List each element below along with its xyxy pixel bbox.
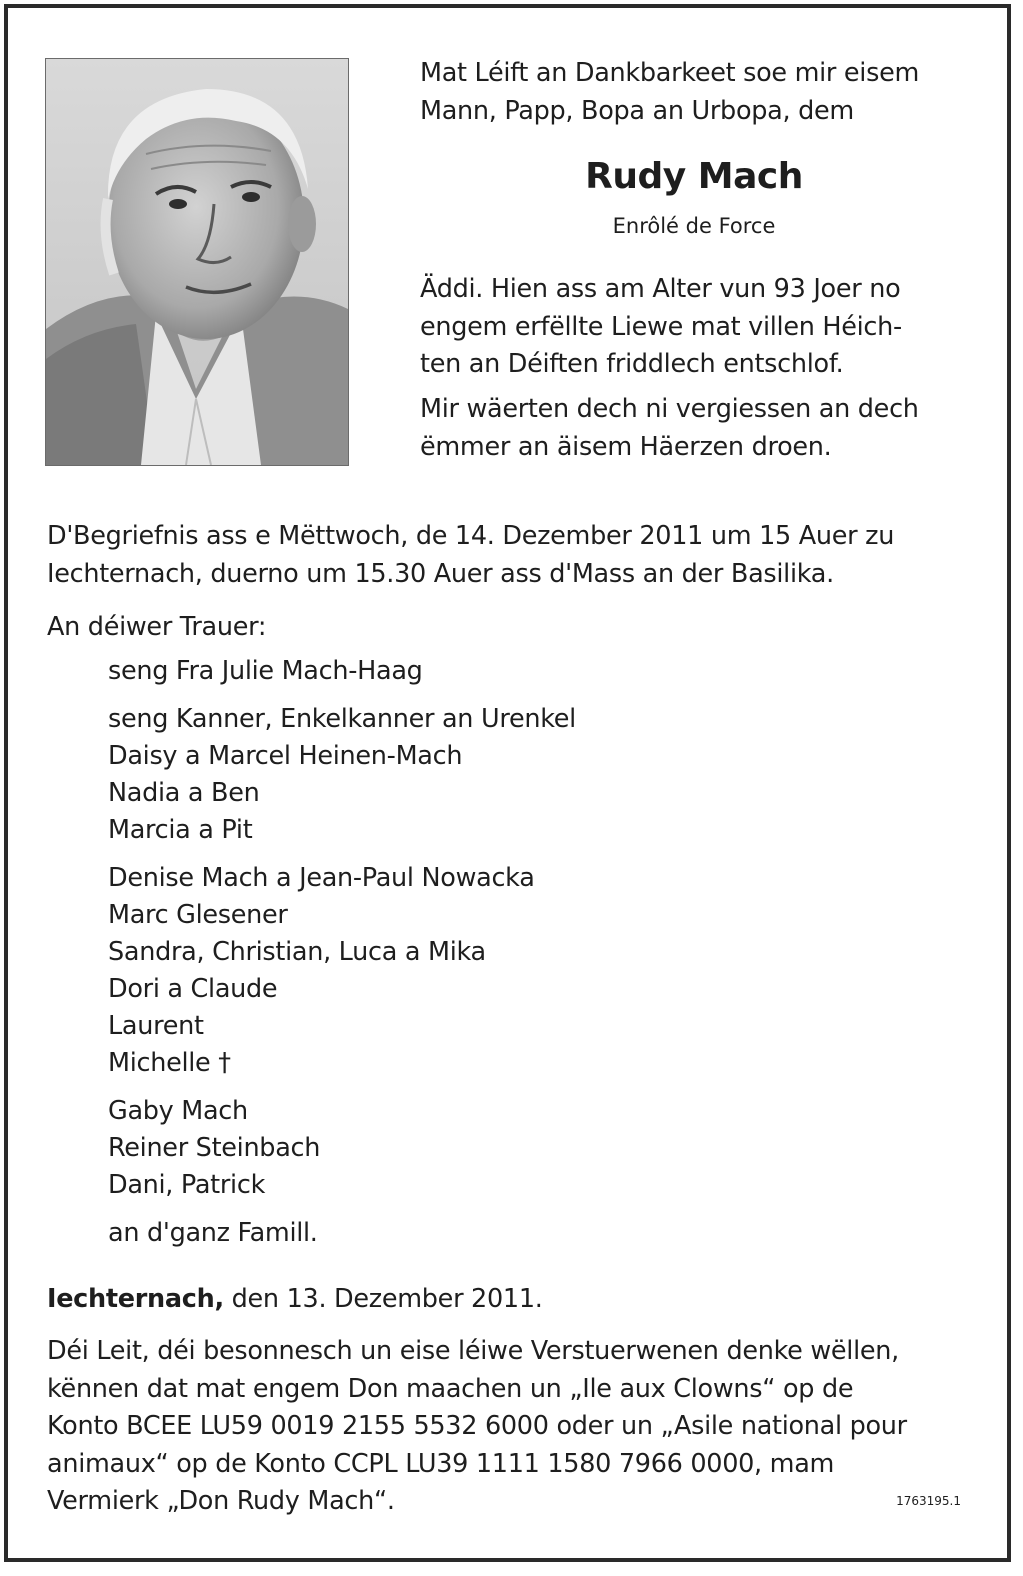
funeral-info xyxy=(47,518,894,593)
reference-number: 1763195.1 xyxy=(896,1494,961,1508)
text-line: D'Begriefnis ass e Mëttwoch, de 14. Dezember 2011 um 15 Auer zu xyxy=(47,521,895,551)
mourner: Reiner Steinbach xyxy=(108,1133,321,1163)
deceased-name: Rudy Mach xyxy=(585,156,803,197)
text-line: ten an Déiften friddlech entschlof. xyxy=(420,349,844,379)
text-line: Iechternach, duerno um 15.30 Auer ass d'Mass an der Basilika. xyxy=(47,558,834,589)
mourner: Daisy a Marcel Heinen-Mach xyxy=(108,741,463,771)
portrait-photo xyxy=(45,58,349,466)
intro-line: Mat Léift an Dankbarkeet soe mir eisem xyxy=(420,58,919,88)
mourners-list xyxy=(108,653,576,1252)
text-line: Déi Leit, déi besonnesch un eise léiwe Verstuerwenen denke wëllen, xyxy=(47,1336,899,1366)
remembrance-paragraph xyxy=(420,391,919,466)
mourner: seng Kanner, Enkelkanner an Urenkel xyxy=(108,704,576,734)
mourner: Marc Glesener xyxy=(108,900,288,930)
text-line: animaux“ op de Konto CCPL LU39 1111 1580 7966 0000, mam xyxy=(47,1448,835,1479)
mourner: Sandra, Christian, Luca a Mika xyxy=(108,937,486,967)
place-date-line xyxy=(47,1281,543,1319)
mourner: Nadia a Ben xyxy=(108,778,260,808)
mourner: Marcia a Pit xyxy=(108,815,253,845)
text-line: Konto BCEE LU59 0019 2155 5532 6000 oder un „Asile national pour xyxy=(47,1411,907,1441)
mourner: Dori a Claude xyxy=(108,974,278,1004)
farewell-paragraph xyxy=(420,271,902,384)
deceased-title: Enrôlé de Force xyxy=(612,214,776,238)
mourner: Michelle † xyxy=(108,1048,231,1078)
text-line: Mir wäerten dech ni vergiessen an dech xyxy=(420,394,919,424)
mourner: Gaby Mach xyxy=(108,1096,248,1126)
text-line: engem erfëllte Liewe mat villen Héich- xyxy=(420,311,902,342)
place: Iechternach, xyxy=(47,1284,224,1314)
text-line: ëmmer an äisem Häerzen droen. xyxy=(420,431,832,462)
portrait-icon xyxy=(46,59,348,465)
text-line: kënnen dat mat engem Don maachen un „Ile aux Clowns“ op de xyxy=(47,1373,854,1404)
mourner: Laurent xyxy=(108,1011,204,1041)
mourning-intro: An déiwer Trauer: xyxy=(47,612,267,642)
date: den 13. Dezember 2011. xyxy=(231,1284,543,1314)
donation-info xyxy=(47,1333,907,1521)
intro-text xyxy=(420,55,919,130)
mourner: Denise Mach a Jean-Paul Nowacka xyxy=(108,863,535,893)
mourner: Dani, Patrick xyxy=(108,1170,266,1200)
mourner: seng Fra Julie Mach-Haag xyxy=(108,656,423,686)
text-line: Vermierk „Don Rudy Mach“. xyxy=(47,1486,395,1516)
text-line: Äddi. Hien ass am Alter vun 93 Joer no xyxy=(420,274,901,304)
mourner: an d'ganz Famill. xyxy=(108,1218,318,1248)
intro-line: Mann, Papp, Bopa an Urbopa, dem xyxy=(420,95,854,126)
